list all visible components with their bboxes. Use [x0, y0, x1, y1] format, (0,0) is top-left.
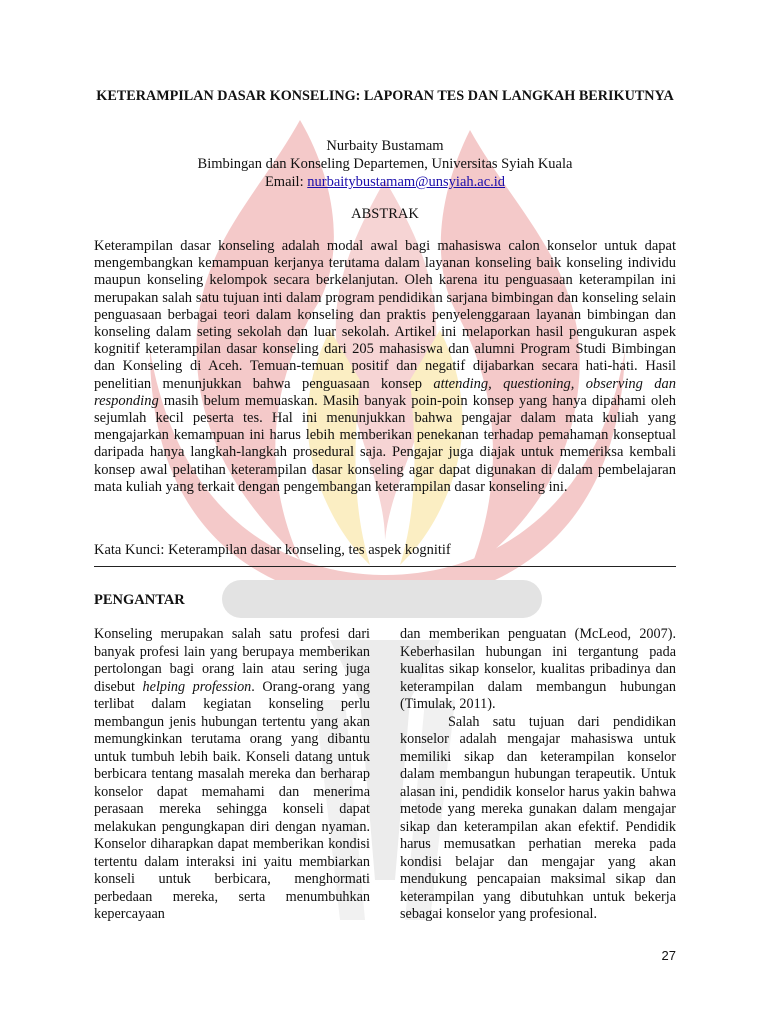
abstract-italic-terms: attending, questioning, observing dan responding	[94, 375, 676, 409]
email-label: Email:	[264, 174, 308, 190]
page-number: 27	[661, 948, 676, 963]
paper-title: KETERAMPILAN DASAR KONSELING: LAPORAN TES DAN LANGKAH BERIKUTNYA	[96, 88, 674, 104]
right-paragraph-2: Salah satu tujuan dari pendidikan konselor adalah mengajar mahasiswa untuk memiliki sikap dan keterampilan konselor dalam membangun hubungan terapeutik. Untuk alasan ini, pendidik konselor harus yakin bahwa metode yang mereka gunakan dalam mengajar sikap dan keterampilan akan efektif. Pendidik harus memusatkan perhatian mereka pada kondisi belajar dan mengajar yang akan mendukung pencapaian maksimal sikap dan keterampilan yang dibutuhkan untuk bekerja sebagai konselor yang profesional.	[400, 713, 676, 922]
abstract-text-2: masih belum memuaskan. Masih banyak poin-poin konsep yang hanya dipahami oleh sejumlah kecil peserta tes. Hal ini menunjukkan bahwa pengajar dalam mata kuliah yang mengajarkan kemampuan ini harus lebih memberikan penekanan terhadap pemahaman konseptual daripada hanya langkah-langkah prosedural saja. Pengajar juga diajak untuk memeriksa kembali konsep awal pelatihan keterampilan dasar konseling agar dapat digunakan di dalam pembelajaran mata kuliah yang terkait dengan pengembangan keterampilan dasar konseling ini.	[94, 392, 676, 495]
left-paragraph	[94, 626, 370, 924]
section-divider	[94, 566, 676, 567]
left-column	[94, 626, 370, 924]
abstract-heading: ABSTRAK	[351, 206, 419, 222]
author-affiliation: Bimbingan dan Konseling Departemen, Universitas Syiah Kuala	[197, 156, 573, 172]
left-italic-term: helping profession	[142, 678, 252, 695]
left-text-2: . Orang-orang yang terlibat dalam kegiatan konseling perlu membangun jenis hubungan tertentu yang akan memungkinkan terutama orang yang dibantu untuk tumbuh lebih baik. Konseli datang untuk berbicara tentang masalah mereka dan berharap konselor dapat memahami dan menerima perasaan mereka sehingga konseli dapat melakukan pengungkapan diri dengan nyaman. Konselor diharapkan dapat memberikan kondisi tertentu dalam interaksi ini yaitu membiarkan konseli untuk berbicara, menghormati perbedaan mereka, serta menumbuhkan kepercayaan	[94, 678, 370, 922]
right-column	[400, 626, 676, 924]
right-paragraph-1: dan memberikan penguatan (McLeod, 2007). Keberhasilan hubungan ini tergantung pada kualitas sikap konselor, kualitas pribadinya dan keterampilan dalam membangun hubungan (Timulak, 2011).	[400, 626, 676, 712]
left-text-1: Konseling merupakan salah satu profesi dari banyak profesi lain yang berupaya memberikan pertolongan bagi orang lain atau sering juga disebut	[94, 626, 370, 695]
abstract-text-1: Keterampilan dasar konseling adalah modal awal bagi mahasiswa calon konselor untuk dapat mengembangkan kemampuan kerjanya terutama dalam layanan konseling baik konseling individu maupun konseling kelompok secara berkelanjutan. Oleh karena itu penguasaan keterampilan ini merupakan salah satu tujuan inti dalam program pendidikan sarjana bimbingan dan konseling selain penguasaan berbagai teori dalam konseling dan praktis penyelenggaraan layanan bimbingan dan konseling dalam seting sekolah dan luar sekolah. Artikel ini melaporkan hasil pengukuran aspek kognitif keterampilan dasar konseling dari 205 mahasiswa dan alumni Program Studi Bimbingan dan Konseling di Aceh. Temuan-temuan positif dan negatif dijabarkan secara hati-hati. Hasil penelitian menunjukkan bahwa penguasaan konsep	[94, 238, 676, 392]
keywords: Kata Kunci: Keterampilan dasar konseling, tes aspek kognitif	[94, 542, 451, 558]
abstract-body	[94, 238, 676, 496]
section-heading: PENGANTAR	[94, 592, 185, 608]
author-name: Nurbaity Bustamam	[326, 138, 444, 154]
author-email-line	[94, 174, 676, 191]
email-link[interactable]: nurbaitybustamam@unsyiah.ac.id	[307, 174, 506, 190]
